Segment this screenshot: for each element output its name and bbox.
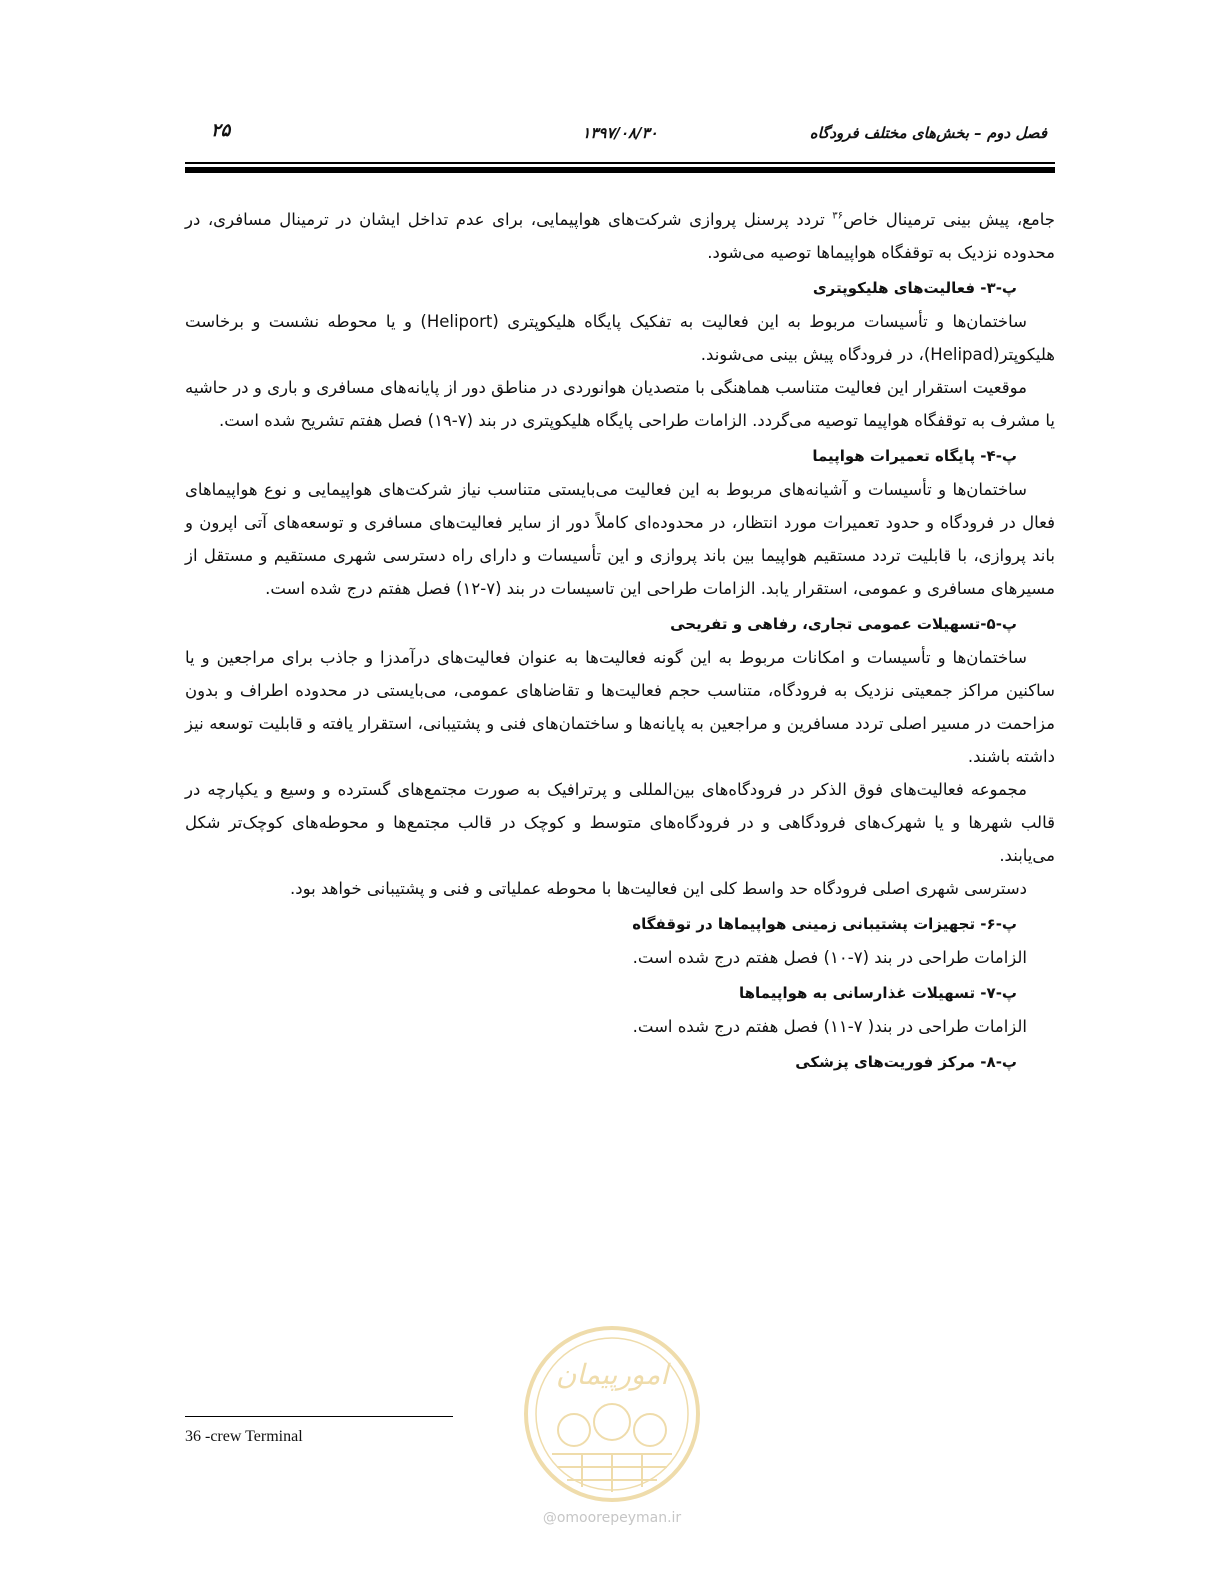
section-heading: پ-۶- تجهیزات پشتیبانی زمینی هواپیماها در توقفگاه (632, 915, 1017, 933)
section-heading: پ-۵-تسهیلات عمومی تجاری، رفاهی و تفریحی (670, 615, 1017, 633)
section-heading: پ-۷- تسهیلات غذارسانی به هواپیماها (739, 984, 1017, 1002)
body-text (185, 203, 1055, 1079)
header-rule-thin (185, 162, 1055, 164)
section-heading: پ-۳- فعالیت‌های هلیکوپتری (812, 279, 1017, 297)
footnote: 36 -crew Terminal (185, 1428, 303, 1445)
page-header (185, 118, 1055, 148)
watermark-logo-text: امورپیمان (555, 1358, 669, 1391)
section-heading: پ-۸- مرکز فوریت‌های پزشکی (795, 1053, 1017, 1071)
footnote-rule (185, 1416, 453, 1417)
page-number: ۲۵ (211, 120, 231, 141)
watermark-logo (512, 1322, 712, 1507)
paragraph: دسترسی شهری اصلی فرودگاه حد واسط کلی این فعالیت‌ها با محوطه عملیاتی و فنی و پشتیبانی خواهد بود. (290, 879, 1027, 898)
paragraph: ساختمان‌ها و تأسیسات و آشیانه‌های مربوط به این فعالیت می‌بایستی متناسب نیاز شرکت‌های هواپیمایی و نوع هواپیماهای فعال در فرودگاه و حدود تعمیرات مورد انتظار، در محدوده‌ای کاملاً دور از سایر فعالیت‌های مسافری و توسعه‌های آتی اپرون و باند پروازی، با قابلیت تردد مستقیم هواپیما بین باند پروازی و این تأسیسات و دارای راه دسترسی شهری مستقیم و مستقل از مسیرهای مسافری و عمومی، استقرار یابد. الزامات طراحی این تاسیسات در بند (۷-۱۲) فصل هفتم درج شده است. (185, 480, 1055, 598)
section-heading: پ-۴- پایگاه تعمیرات هواپیما (812, 447, 1017, 465)
paragraph: مجموعه فعالیت‌های فوق الذکر در فرودگاه‌های بین‌المللی و پرترافیک به صورت مجتمع‌های گسترده و وسیع و یکپارچه در قالب شهرها و یا شهرک‌های فرودگاهی و در فرودگاه‌های متوسط و کوچک در قالب مجتمع‌ها و محوطه‌های کوچک‌تر شکل می‌یابند. (185, 780, 1055, 865)
paragraph: جامع، پیش بینی ترمینال خاص$^{۳۶}$ تردد پرسنل پروازی شرکت‌های هواپیمایی، برای عدم تداخل ایشان در ترمینال مسافری، در محدوده نزدیک به توقفگاه هواپیماها توصیه می‌شود. (185, 210, 1055, 262)
paragraph: الزامات طراحی در بند( ۷-۱۱) فصل هفتم درج شده است. (632, 1017, 1027, 1036)
paragraph: ساختمان‌ها و تأسیسات مربوط به این فعالیت به تفکیک پایگاه هلیکوپتری (Heliport) و یا محوطه نشست و برخاست هلیکوپتر(Helipad)، در فرودگاه پیش بینی می‌شوند. (185, 312, 1055, 364)
header-rule-thick (185, 167, 1055, 173)
chapter-title: فصل دوم – بخش‌های مختلف فرودگاه (809, 124, 1047, 142)
header-date: ۱۳۹۷/۰۸/۳۰ (582, 124, 658, 142)
paragraph: الزامات طراحی در بند (۷-۱۰) فصل هفتم درج شده است. (632, 948, 1027, 967)
paragraph: موقعیت استقرار این فعالیت متناسب هماهنگی با متصدیان هوانوردی در مناطق دور از پایانه‌های مسافری و باری و در حاشیه یا مشرف به توقفگاه هواپیما توصیه می‌گردد. الزامات طراحی پایگاه هلیکوپتری در بند (۷-۱۹) فصل هفتم تشریح شده است. (185, 378, 1055, 430)
watermark-url: @omoorepeyman.ir (542, 1510, 682, 1526)
paragraph: ساختمان‌ها و تأسیسات و امکانات مربوط به این گونه فعالیت‌ها به عنوان فعالیت‌های درآمدزا و جاذب برای مراجعین و یا ساکنین مراکز جمعیتی نزدیک به فرودگاه، متناسب حجم فعالیت‌ها و تقاضاهای عمومی، می‌بایستی در محدوده اطراف و بدون مزاحمت در مسیر اصلی تردد مسافرین و مراجعین به پایانه‌ها و ساختمان‌های فنی و پشتیبانی، استقرار یافته و قابلیت توسعه نیز داشته باشند. (185, 648, 1055, 766)
footnote-ref[interactable]: ۳۶ (832, 210, 844, 222)
